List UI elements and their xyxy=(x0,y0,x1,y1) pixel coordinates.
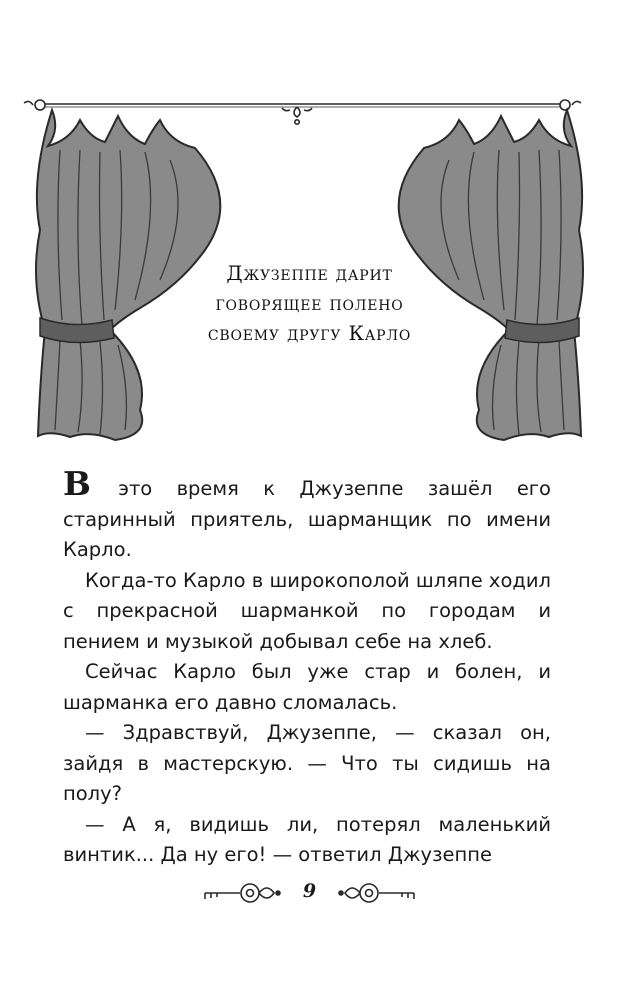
paragraph: Сейчас Карло был уже стар и болен, и шарманка его давно сломалась. xyxy=(63,660,551,714)
chapter-title-line: Джузеппе дарит xyxy=(226,261,393,285)
paragraph: Когда-то Карло в широкополой шляпе ходил с прекрасной шарманкой по городам и пением и музыкой добывал себе на хлеб. xyxy=(63,568,551,653)
paragraph-text: это время к Джузеппе зашёл его старинный приятель, шарманщик по имени Карло. xyxy=(63,477,551,561)
paragraph xyxy=(63,464,551,566)
body-text xyxy=(63,464,551,871)
paragraph: — А я, видишь ли, потерял маленький винтик... Да ну его! — ответил Джузеппе xyxy=(63,812,551,866)
chapter-title xyxy=(150,258,469,348)
chapter-title-line: говорящее полено xyxy=(215,291,404,315)
page-number: 9 xyxy=(302,880,317,902)
chapter-title-line: своему другу Карло xyxy=(207,321,412,345)
paragraph: — Здравствуй, Джузеппе, — сказал он, зайдя в мастерскую. — Что ты сидишь на полу? xyxy=(63,721,551,805)
curtain-rod-icon xyxy=(24,100,581,124)
dropcap: В xyxy=(63,464,91,503)
